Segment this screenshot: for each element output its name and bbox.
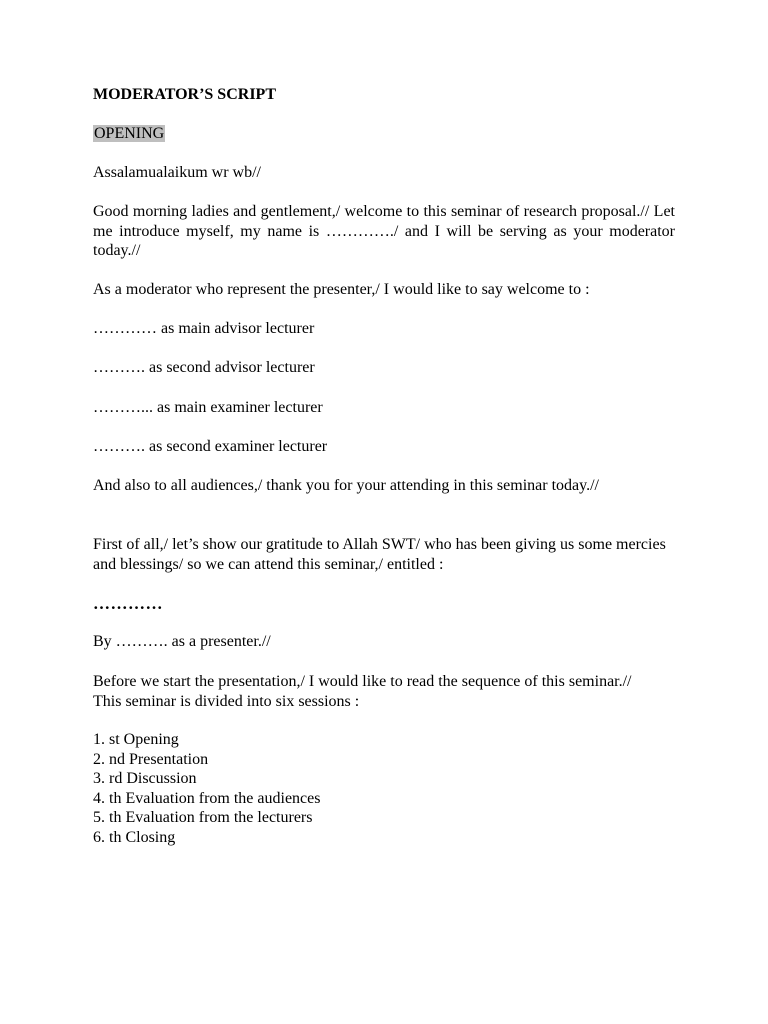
session-item-2: 2. nd Presentation xyxy=(93,750,209,768)
seminar-title-placeholder: ………… xyxy=(93,594,163,613)
intro-paragraph: Good morning ladies and gentlement,/ welcome to this seminar of research proposal.// Let me introduce myself, my name is …………./ and I will be serving as your moderator today.// xyxy=(93,203,675,259)
session-list xyxy=(93,730,675,847)
document-title: MODERATOR’S SCRIPT xyxy=(93,86,276,103)
session-item-5: 5. th Evaluation from the lecturers xyxy=(93,809,313,826)
welcome-paragraph: As a moderator who represent the presenter,/ I would like to say welcome to : xyxy=(93,281,590,298)
lecturer-line-2: ………. as second advisor lecturer xyxy=(93,359,315,376)
session-item-6: 6. th Closing xyxy=(93,828,176,846)
gratitude-paragraph: First of all,/ let’s show our gratitude to Allah SWT/ who has been giving us some mercies and blessings/ so we can attend this seminar,/ entitled : xyxy=(93,536,666,573)
session-item-4: 4. th Evaluation from the audiences xyxy=(93,789,321,807)
presenter-line: By ………. as a presenter.// xyxy=(93,633,271,650)
section-heading-highlight: OPENING xyxy=(94,125,165,142)
session-item-3: 3. rd Discussion xyxy=(93,770,197,787)
session-item-1: 1. st Opening xyxy=(93,731,179,748)
lecturer-line-1: ………… as main advisor lecturer xyxy=(93,320,315,337)
greeting-paragraph: Assalamualaikum wr wb// xyxy=(93,164,261,181)
audiences-paragraph: And also to all audiences,/ thank you for your attending in this seminar today.// xyxy=(93,477,599,494)
sequence-paragraph: Before we start the presentation,/ I would like to read the sequence of this seminar.// This seminar is divided into six sessions : xyxy=(93,673,632,710)
lecturer-line-4: ………. as second examiner lecturer xyxy=(93,438,328,455)
section-heading xyxy=(93,124,675,144)
lecturer-line-3: ………... as main examiner lecturer xyxy=(93,399,323,416)
